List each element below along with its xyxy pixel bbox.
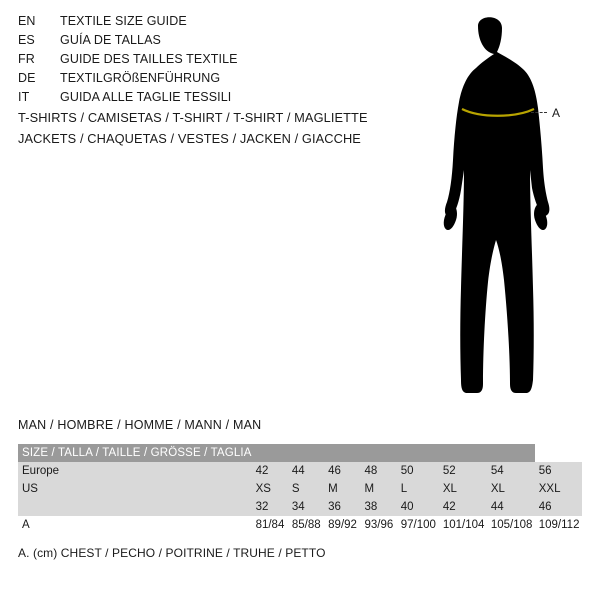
- table-cell: 105/108: [487, 516, 535, 534]
- table-cell: 38: [360, 498, 396, 516]
- table-row: [18, 462, 582, 480]
- language-text: GUIDA ALLE TAGLIE TESSILI: [60, 90, 232, 104]
- table-cell: 93/96: [360, 516, 396, 534]
- language-list: [18, 14, 378, 109]
- table-cell: 109/112: [535, 516, 582, 534]
- table-header-row: [18, 444, 582, 462]
- size-table: [18, 444, 582, 534]
- table-cell: 85/88: [288, 516, 324, 534]
- language-row: [18, 71, 378, 90]
- male-silhouette-figure: [400, 8, 590, 408]
- table-row: [18, 516, 582, 534]
- table-cell: M: [324, 480, 360, 498]
- table-header-cell: [252, 444, 288, 462]
- language-text: GUÍA DE TALLAS: [60, 33, 161, 47]
- table-cell: XL: [487, 480, 535, 498]
- language-code: IT: [18, 90, 30, 104]
- category-tshirts: T-SHIRTS / CAMISETAS / T-SHIRT / T-SHIRT / MAGLIETTE: [18, 110, 368, 125]
- row-label: Europe: [18, 462, 252, 480]
- table-row: [18, 480, 582, 498]
- table-cell: S: [288, 480, 324, 498]
- table-cell: 42: [439, 498, 487, 516]
- row-label: A: [18, 516, 252, 534]
- table-header-cell: [487, 444, 535, 462]
- language-text: TEXTILE SIZE GUIDE: [60, 14, 187, 28]
- table-cell: 46: [535, 498, 582, 516]
- table-cell: 56: [535, 462, 582, 480]
- language-code: FR: [18, 52, 35, 66]
- table-cell: 48: [360, 462, 396, 480]
- table-cell: 40: [397, 498, 439, 516]
- table-cell: 36: [324, 498, 360, 516]
- table-header-cell: [324, 444, 360, 462]
- table-row: [18, 498, 582, 516]
- table-cell: XS: [252, 480, 288, 498]
- language-row: [18, 14, 378, 33]
- table-cell: 81/84: [252, 516, 288, 534]
- language-text: GUIDE DES TAILLES TEXTILE: [60, 52, 238, 66]
- language-code: DE: [18, 71, 36, 85]
- table-title: MAN / HOMBRE / HOMME / MANN / MAN: [18, 418, 262, 432]
- table-cell: XXL: [535, 480, 582, 498]
- table-cell: XL: [439, 480, 487, 498]
- table-cell: 97/100: [397, 516, 439, 534]
- table-cell: 101/104: [439, 516, 487, 534]
- table-cell: 89/92: [324, 516, 360, 534]
- table-cell: M: [360, 480, 396, 498]
- table-header-cell: [397, 444, 439, 462]
- table-cell: 32: [252, 498, 288, 516]
- language-row: [18, 90, 378, 109]
- table-cell: 50: [397, 462, 439, 480]
- language-row: [18, 33, 378, 52]
- table-header-cell: SIZE / TALLA / TAILLE / GRÖSSE / TAGLIA: [18, 444, 252, 462]
- table-header-cell: [360, 444, 396, 462]
- table-cell: 44: [288, 462, 324, 480]
- table-cell: L: [397, 480, 439, 498]
- measure-leader-line: [531, 112, 547, 113]
- silhouette-icon: [400, 8, 590, 408]
- table-cell: 46: [324, 462, 360, 480]
- language-code: ES: [18, 33, 35, 47]
- row-label: [18, 498, 252, 516]
- language-code: EN: [18, 14, 36, 28]
- table-header-cell: [439, 444, 487, 462]
- category-jackets: JACKETS / CHAQUETAS / VESTES / JACKEN / GIACCHE: [18, 131, 361, 146]
- table-cell: 52: [439, 462, 487, 480]
- measure-label-a: A: [552, 106, 561, 120]
- category-list: [18, 110, 418, 152]
- row-label: US: [18, 480, 252, 498]
- language-text: TEXTILGRÖßENFÜHRUNG: [60, 71, 221, 85]
- table-cell: 44: [487, 498, 535, 516]
- table-header-cell: [288, 444, 324, 462]
- table-cell: 42: [252, 462, 288, 480]
- table-cell: 34: [288, 498, 324, 516]
- footnote: A. (cm) CHEST / PECHO / POITRINE / TRUHE / PETTO: [18, 546, 326, 560]
- table-cell: 54: [487, 462, 535, 480]
- language-row: [18, 52, 378, 71]
